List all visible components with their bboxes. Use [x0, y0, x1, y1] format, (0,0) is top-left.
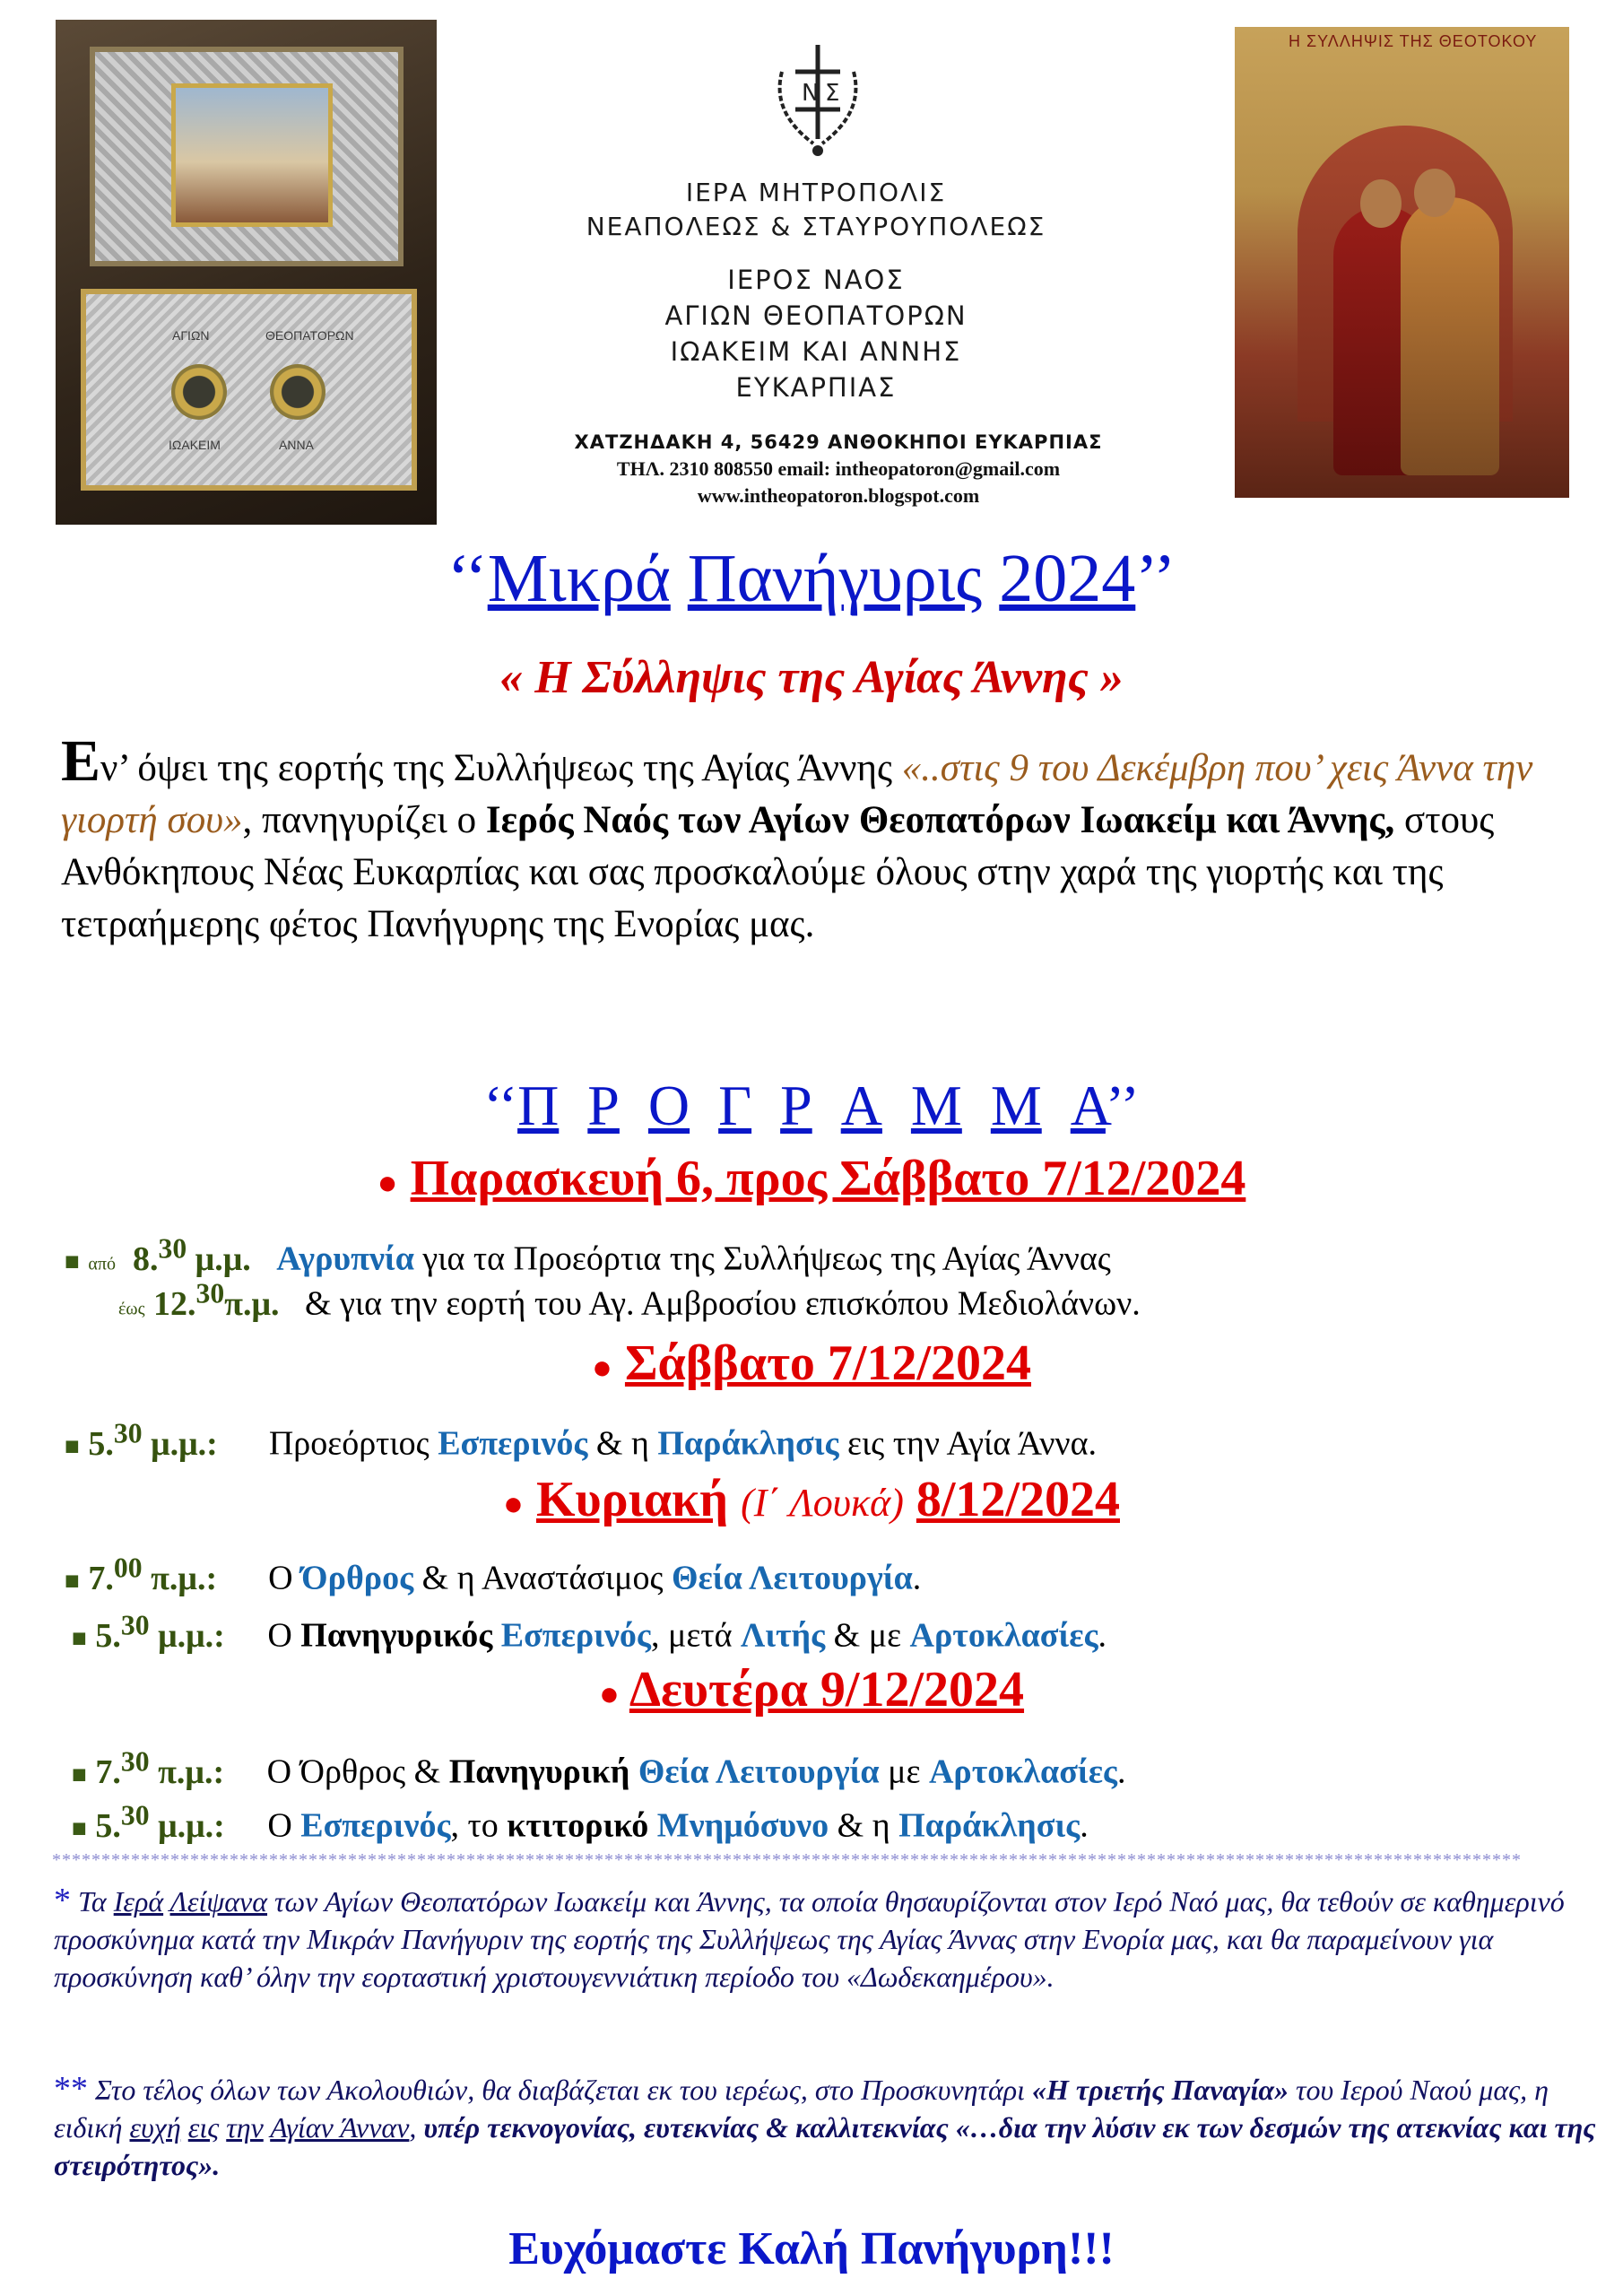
- note-relics: [54, 1882, 1605, 1996]
- note-text: των Αγίων Θεοπατόρων Ιωακείμ και Άννης, τα οποία θησαυρίζονται στον Ιερό Ναό μας, θα τεθούν σε καθημερινό προσκύνημα κατά την Μικράν Πανήγυριν της εορτής της Συλλήψεως της Αγίας Άννας στην Ενορία μας, και θα παραμείνουν για προσκύνηση καθ’ όλην την εορταστική χριστουγεννιάτικη περίοδο του «Δωδεκαημέρου».: [54, 1885, 1565, 1993]
- time-hour: 8.: [133, 1239, 159, 1278]
- bullet-icon: ●: [598, 1675, 620, 1714]
- note-prayer: [54, 2070, 1605, 2184]
- event-text: Ο: [267, 1616, 301, 1655]
- relic-plaque-right: ΘΕΟΠΑΤΟΡΩΝ: [265, 328, 354, 343]
- square-bullet-icon: ■: [65, 1567, 80, 1596]
- time-suffix: π.μ.:: [142, 1559, 218, 1597]
- note-text: [163, 1885, 169, 1918]
- relic-box-photo: [56, 20, 437, 525]
- time-hour: 7.: [88, 1559, 114, 1597]
- double-asterisk-icon: **: [54, 2070, 88, 2108]
- website: www.intheopatoron.blogspot.com: [697, 484, 980, 507]
- bullet-icon: ●: [503, 1485, 524, 1524]
- event-text: Ο: [267, 1806, 301, 1845]
- event-keyword: Πανηγυρική: [448, 1752, 630, 1791]
- time-suffix: μ.μ.: [187, 1239, 251, 1278]
- intro-paragraph: [61, 728, 1594, 951]
- event-text: & η: [587, 1424, 658, 1463]
- title-quote-close: ’’: [1135, 541, 1176, 616]
- relic-left: [171, 364, 227, 420]
- note-underlined: ευχή: [129, 2111, 181, 2144]
- time-suffix: π.μ.:: [149, 1752, 225, 1791]
- icon-head-joachim: [1414, 169, 1455, 217]
- title-year: 2024: [999, 541, 1136, 616]
- relic-plaque-left: ΑΓΙΩΝ: [172, 328, 210, 343]
- time-suffix: μ.μ.:: [142, 1424, 218, 1463]
- conception-icon-painting: [1235, 27, 1569, 498]
- event-keyword: κτιτορικό: [507, 1806, 649, 1845]
- day-heading-saturday: [0, 1335, 1623, 1392]
- church-name: [502, 262, 1130, 405]
- church-line-4: ΕΥΚΑΡΠΙΑΣ: [735, 372, 897, 403]
- contact-block: [448, 429, 1228, 509]
- event-title: Θεία Λειτουργία: [638, 1752, 880, 1791]
- note-bold: «Η τριετής Παναγία»: [1031, 2074, 1289, 2106]
- event-text: για τα Προεόρτια της Συλλήψεως της Αγίας Άννας: [413, 1239, 1111, 1278]
- time-suffix: π.μ.: [224, 1284, 280, 1323]
- relic-right: [270, 364, 325, 420]
- metropolis-line-1: ΙΕΡΑ ΜΗΤΡΟΠΟΛΙΣ: [685, 178, 947, 207]
- svg-text:Ν: Ν: [802, 80, 820, 107]
- event-title: Θεία Λειτουργία: [672, 1559, 913, 1597]
- day-date: 8/12/2024: [916, 1472, 1120, 1527]
- reliquary-icon-pane: [171, 83, 333, 227]
- svg-text:Σ: Σ: [825, 80, 840, 107]
- event-row: [0, 1740, 1623, 1797]
- metropolis-line-2: ΝΕΑΠΟΛΕΩΣ & ΣΤΑΥΡΟΥΠΟΛΕΩΣ: [586, 212, 1046, 241]
- intro-quote: «..στις 9 του Δεκέμβρη που’ χεις Άννα την γιορτή σου»: [61, 747, 1533, 841]
- event-time: [95, 1799, 225, 1845]
- note-text: ,: [409, 2111, 424, 2144]
- time-minutes: 30: [195, 1277, 225, 1309]
- event-row: [0, 1604, 1623, 1661]
- event-time: [95, 1609, 225, 1655]
- day-heading-friday: [0, 1150, 1623, 1207]
- reliquary-lid: [90, 47, 404, 266]
- icon-figure-joachim: [1401, 197, 1499, 475]
- note-underlined: την: [226, 2111, 264, 2144]
- time-minutes: 00: [113, 1552, 143, 1583]
- program-letter: Γ: [718, 1074, 752, 1137]
- intro-text-3: στους Ανθόκηπους Νέας Ευκαρπίας και σας προσκαλούμε όλους στην χαρά της γιορτής και της τετραήμερης φέτος Πανήγυρης της Ενορίας μας.: [61, 799, 1495, 945]
- event-keyword: Πανηγυρικός: [300, 1616, 493, 1655]
- event-text: & η Αναστάσιμος: [413, 1559, 672, 1597]
- program-letter: Ρ: [780, 1074, 812, 1137]
- page-title: [0, 540, 1623, 618]
- event-title: Αρτοκλασίες: [928, 1752, 1117, 1791]
- intro-text-1: ν’ όψει της εορτής της Συλλήψεως της Αγίας Άννης: [100, 747, 902, 789]
- event-text: .: [912, 1559, 922, 1597]
- note-text: Στο τέλος όλων των Ακολουθιών, θα διαβάζεται εκ του ιερέως, στο Προσκυνητάρι: [95, 2074, 1032, 2106]
- day-heading-monday: [0, 1661, 1623, 1718]
- church-line-1: ΙΕΡΟΣ ΝΑΟΣ: [727, 265, 905, 295]
- event-title: Εσπερινός: [438, 1424, 588, 1463]
- event-title: Παράκλησις: [898, 1806, 1081, 1845]
- program-letter: Α: [1070, 1074, 1106, 1137]
- icon-head-anna: [1360, 179, 1402, 228]
- event-prefix: από: [88, 1254, 116, 1274]
- event-title: Παράκλησις: [657, 1424, 839, 1463]
- note-underlined: Ιερά: [113, 1885, 164, 1918]
- relic-name-left: ΙΩΑΚΕΙΜ: [169, 438, 221, 452]
- bullet-icon: ●: [377, 1164, 398, 1203]
- event-text: , μετά: [650, 1616, 741, 1655]
- event-row: [0, 1546, 1623, 1604]
- note-bold: υπέρ τεκνογονίας, ευτεκνίας & καλλιτεκνίας «…δια την λύσιν εκ των δεσμών της ατεκνίας και της στειρότητος».: [54, 2111, 1596, 2181]
- title-word-2: Πανήγυρις: [687, 541, 983, 616]
- metropolis-emblem-icon: [764, 45, 872, 161]
- event-title: Αρτοκλασίες: [909, 1616, 1098, 1655]
- event-text: .: [1080, 1806, 1089, 1845]
- intro-text-2: , πανηγυρίζει ο: [242, 799, 486, 841]
- square-bullet-icon: ■: [72, 1624, 87, 1653]
- time-minutes: 30: [120, 1745, 150, 1777]
- time-hour: 5.: [95, 1806, 121, 1845]
- program-letter: Ο: [647, 1074, 690, 1137]
- event-text: [492, 1617, 501, 1655]
- day-label-paren: (Ι΄ Λουκά): [741, 1481, 904, 1525]
- event-time: [88, 1417, 218, 1463]
- program-letter: Ρ: [587, 1074, 620, 1137]
- program-letter: Μ: [990, 1074, 1042, 1137]
- program-letter: Α: [840, 1074, 882, 1137]
- event-text: με: [879, 1752, 929, 1791]
- separator-line: *****************************************************************************************************************************************************: [52, 1850, 1522, 1870]
- event-text: & η: [829, 1806, 899, 1845]
- event-text: Ο Όρθρος &: [266, 1752, 449, 1791]
- event-time: [95, 1745, 225, 1791]
- event-text: , το: [450, 1806, 508, 1845]
- time-minutes: 30: [120, 1799, 150, 1831]
- time-hour: 7.: [95, 1752, 121, 1791]
- program-quote-close: ’’: [1105, 1074, 1140, 1137]
- intro-initial: Ε: [61, 728, 101, 794]
- time-suffix: μ.μ.:: [149, 1806, 225, 1845]
- icon-caption: Η ΣΥΛΛΗΨΙΣ ΤΗΣ ΘΕΟΤΟΚΟΥ: [1289, 32, 1538, 50]
- event-text: [648, 1807, 657, 1845]
- event-prefix: έως: [118, 1299, 145, 1319]
- subtitle: « Η Σύλληψις της Αγίας Άννης »: [499, 652, 1124, 703]
- note-underlined: Λείψανα: [169, 1885, 268, 1918]
- bullet-icon: ●: [591, 1349, 612, 1387]
- metropolis-name: [502, 176, 1130, 244]
- time-minutes: 30: [158, 1232, 187, 1264]
- event-text: Προεόρτιος: [268, 1424, 438, 1463]
- program-heading: [0, 1073, 1623, 1139]
- note-underlined: εις: [187, 2111, 220, 2144]
- day-label: Δευτέρα 9/12/2024: [629, 1662, 1025, 1718]
- day-label: Παρασκευή 6, προς Σάββατο 7/12/2024: [410, 1151, 1246, 1206]
- square-bullet-icon: ■: [65, 1248, 80, 1276]
- event-title: Εσπερινός: [300, 1806, 451, 1845]
- intro-church-name: Ιερός Ναός των Αγίων Θεοπατόρων Ιωακείμ και Άννης,: [485, 799, 1395, 841]
- event-time: [88, 1552, 218, 1597]
- event-title: Λιτής: [740, 1616, 826, 1655]
- square-bullet-icon: ■: [72, 1814, 87, 1843]
- note-text: του Ιερού Ναού μας, η ειδική: [54, 2074, 1549, 2144]
- church-line-2: ΑΓΙΩΝ ΘΕΟΠΑΤΟΡΩΝ: [664, 300, 968, 331]
- square-bullet-icon: ■: [72, 1761, 87, 1789]
- event-text: & για την εορτή του Αγ. Αμβροσίου επισκόπου Μεδιολάνων.: [305, 1284, 1141, 1323]
- event-row: [0, 1794, 1623, 1851]
- reliquary-box: [81, 289, 417, 491]
- address: ΧΑΤΖΗΔΑΚΗ 4, 56429 ΑΝΘΟΚΗΠΟΙ ΕΥΚΑΡΠΙΑΣ: [574, 431, 1103, 453]
- program-quote-open: ‘‘: [483, 1074, 518, 1137]
- event-text: .: [1098, 1616, 1107, 1655]
- event-text: & με: [825, 1616, 910, 1655]
- program-letter: Π: [517, 1074, 560, 1137]
- note-text: Τα: [78, 1885, 114, 1918]
- phone-email: ΤΗΛ. 2310 808550 email: intheopatoron@gmail.com: [616, 457, 1061, 480]
- event-title: Όρθρος: [301, 1559, 414, 1597]
- square-bullet-icon: ■: [65, 1432, 80, 1461]
- event-row: [0, 1272, 1623, 1331]
- day-label: Κυριακή: [535, 1472, 729, 1527]
- title-quote-open: ‘‘: [447, 541, 488, 616]
- day-label: Σάββατο 7/12/2024: [624, 1335, 1031, 1391]
- time-minutes: 30: [120, 1609, 150, 1640]
- church-line-3: ΙΩΑΚΕΙΜ ΚΑΙ ΑΝΝΗΣ: [670, 336, 962, 367]
- title-word-1: Μικρά: [487, 541, 671, 616]
- relic-name-right: ΑΝΝΑ: [279, 438, 314, 452]
- time-suffix: μ.μ.:: [149, 1616, 225, 1655]
- time-minutes: 30: [113, 1417, 143, 1448]
- event-title: Αγρυπνία: [276, 1239, 414, 1278]
- event-text: [629, 1753, 638, 1791]
- time-hour: 5.: [88, 1424, 114, 1463]
- note-text: [181, 2111, 188, 2144]
- closing-wish: Ευχόμαστε Καλή Πανήγυρη!!!: [508, 2223, 1115, 2274]
- time-hour: 5.: [95, 1616, 121, 1655]
- event-row: [0, 1412, 1623, 1469]
- time-hour: 12.: [152, 1284, 196, 1323]
- note-underlined: Αγίαν Άνναν: [270, 2111, 410, 2144]
- event-title: Εσπερινός: [500, 1616, 651, 1655]
- event-title: Μνημόσυνο: [656, 1806, 829, 1845]
- asterisk-icon: *: [54, 1882, 71, 1919]
- event-text: εις την Αγία Άννα.: [838, 1424, 1097, 1463]
- event-text: Ο: [268, 1559, 302, 1597]
- program-letter: Μ: [910, 1074, 962, 1137]
- event-text: .: [1116, 1752, 1126, 1791]
- day-heading-sunday: [0, 1471, 1623, 1528]
- event-time: [152, 1277, 280, 1323]
